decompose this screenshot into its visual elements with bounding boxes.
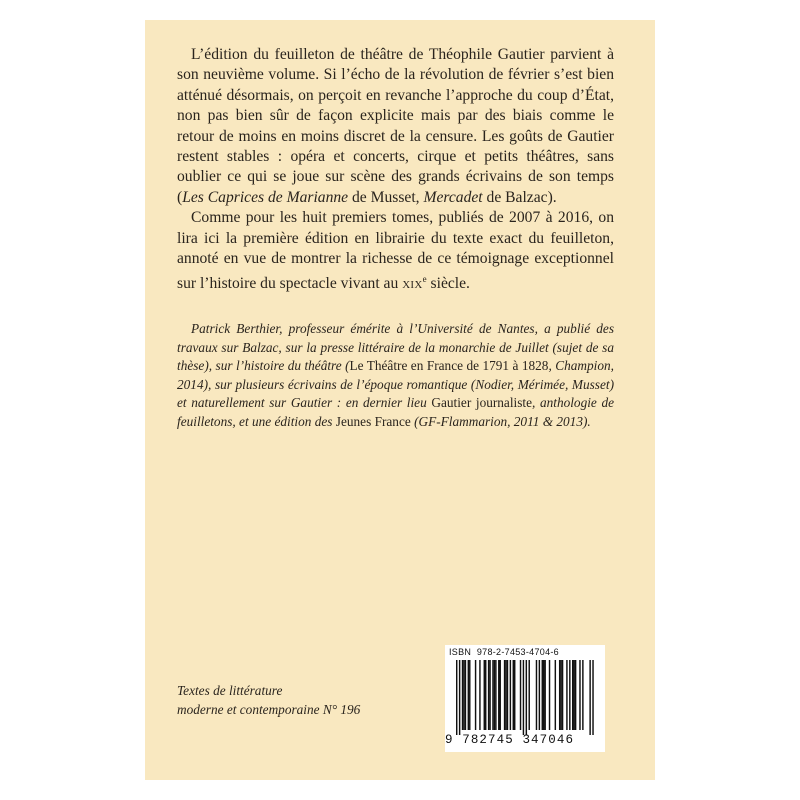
barcode-bar bbox=[459, 660, 460, 735]
century-numeral: XIX bbox=[402, 279, 423, 292]
title-les-caprices-de-marianne: Les Caprices de Marianne bbox=[182, 188, 349, 206]
century-superscript: e bbox=[422, 274, 427, 285]
barcode-bar bbox=[475, 660, 476, 730]
barcode-bar bbox=[489, 660, 490, 730]
summary-text bbox=[177, 45, 614, 296]
barcode-bar bbox=[555, 660, 556, 730]
barcode-bar bbox=[544, 660, 545, 730]
summary-paragraph-2: Comme pour les huit premiers tomes, publiés de 2007 à 2016, on lira ici la première édition en librairie du texte exact du feuilleton, annoté en vue de montrer la richesse de ce témoignage exceptionnel sur l’histoire du spectacle vivant au XIXe siècle. bbox=[177, 209, 614, 293]
barcode-bar bbox=[560, 660, 561, 730]
barcode-bar bbox=[492, 660, 493, 730]
bio-title-jeunes-france: Jeunes France bbox=[335, 413, 411, 429]
barcode-bar bbox=[592, 660, 593, 735]
barcode-bar bbox=[463, 660, 464, 730]
barcode-bar bbox=[494, 660, 495, 730]
barcode-bar bbox=[456, 660, 457, 735]
barcode-bar bbox=[566, 660, 567, 730]
barcode-bar bbox=[523, 660, 524, 735]
barcode-bar bbox=[495, 660, 496, 730]
barcode-bar bbox=[539, 660, 540, 730]
summary-paragraph-1: L’édition du feuilleton de théâtre de Théophile Gautier parvient à son neuvième volume. Si l’écho de la révolution de février s’est bien atténué désormais, on perçoit en revanche l’approche du coup d’État, non pas bien sûr de façon explicite mais par des biais comme le retour de moins en moins discret de la censure. Les goûts de Gautier restent stables : opéra et concerts, cirque et petits théâtres, sans oublier ce qui se joue sur scène des grands écrivains de son temps (Les Caprices de Marianne de Musset, Mercadet de Balzac). bbox=[177, 46, 614, 206]
barcode-bar bbox=[549, 660, 550, 730]
barcode-bar bbox=[536, 660, 537, 730]
barcode-bar bbox=[469, 660, 470, 730]
barcode-block bbox=[445, 645, 605, 752]
bio-title-gautier-journaliste: Gautier journaliste bbox=[431, 395, 532, 411]
back-cover bbox=[145, 20, 655, 780]
author-bio: Patrick Berthier, professeur émérite à l’Université de Nantes, a publié des travaux sur Balzac, sur la presse littéraire de la monarchie de Juillet (sujet de sa thèse), sur l’histoire du théâtre (Le Théâtre en France de 1791 à 1828, Champion, 2014), sur plusieurs écrivains de l’époque romantique (Nodier, Mérimée, Musset) et naturellement sur Gautier : en dernier lieu Gautier journaliste, anthologie de feuilletons, et une édition des Jeunes France (GF-Flammarion, 2011 & 2013). bbox=[177, 321, 614, 429]
barcode-bar bbox=[529, 660, 530, 730]
barcode-bar bbox=[500, 660, 501, 730]
barcode-bar bbox=[488, 660, 489, 730]
isbn-label: ISBN 978-2-7453-4704-6 bbox=[449, 647, 559, 657]
barcode-bar bbox=[498, 660, 499, 730]
series-line-1: Textes de littérature bbox=[177, 683, 283, 698]
barcode-bar bbox=[573, 660, 574, 730]
barcode-bar bbox=[575, 660, 576, 730]
barcode-bar bbox=[462, 660, 463, 730]
barcode-bar bbox=[543, 660, 544, 730]
barcode-bar bbox=[589, 660, 590, 735]
barcode-bar bbox=[513, 660, 514, 730]
barcode-bar bbox=[542, 660, 543, 730]
barcode-bar bbox=[465, 660, 466, 730]
barcode-bar bbox=[507, 660, 508, 730]
barcode-bar bbox=[484, 660, 485, 730]
barcode-bar bbox=[479, 660, 480, 730]
barcode-bar bbox=[526, 660, 527, 735]
barcode-bar bbox=[569, 660, 570, 730]
bio-title-theatre-en-france: Le Théâtre en France de 1791 à 1828 bbox=[349, 358, 549, 374]
barcode-bar bbox=[468, 660, 469, 730]
barcode-bar bbox=[505, 660, 506, 730]
barcode-bar bbox=[582, 660, 583, 730]
barcode-bar bbox=[562, 660, 563, 730]
series-info bbox=[177, 682, 437, 719]
barcode-bar bbox=[559, 660, 560, 730]
barcode-bar bbox=[510, 660, 511, 730]
barcode-bar bbox=[579, 660, 580, 730]
barcode-bar bbox=[572, 660, 573, 730]
barcode-bar bbox=[520, 660, 521, 730]
barcode-bar bbox=[504, 660, 505, 730]
barcode-image bbox=[449, 660, 601, 736]
title-mercadet: Mercadet bbox=[423, 188, 483, 206]
series-line-2: moderne et contemporaine N° 196 bbox=[177, 701, 361, 717]
barcode-bar bbox=[485, 660, 486, 730]
barcode-bar bbox=[514, 660, 515, 730]
barcode-digits: 9 782745 347046 bbox=[445, 733, 575, 747]
